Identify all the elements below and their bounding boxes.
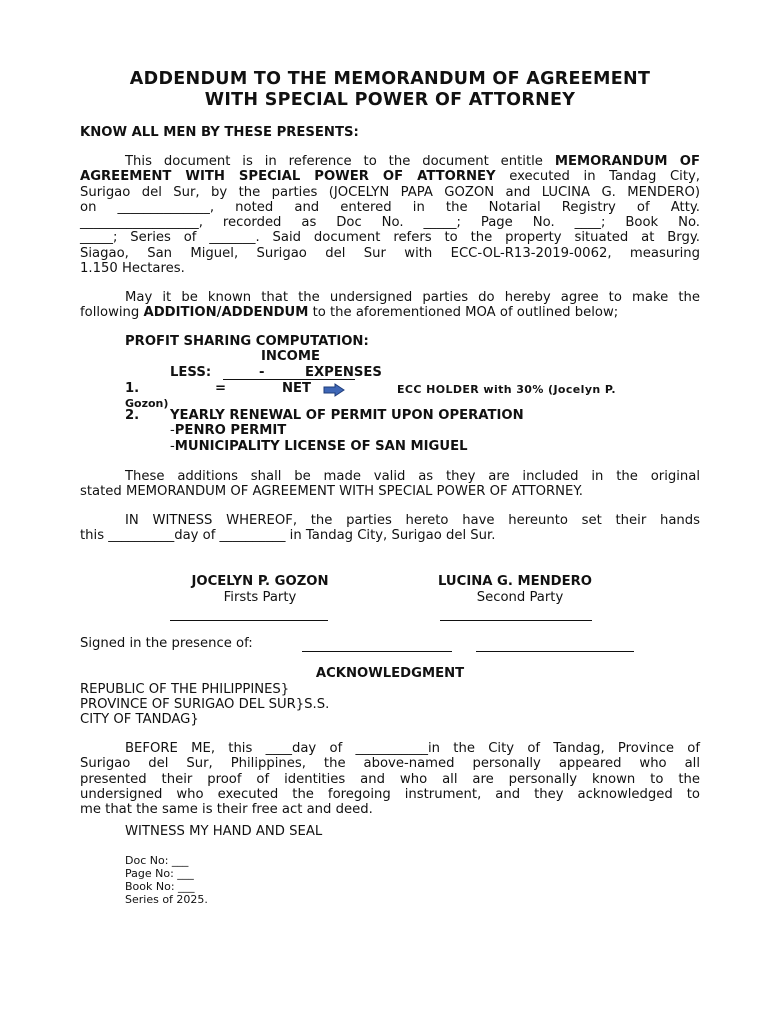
venue-line-2: PROVINCE OF SURIGAO DEL SUR}S.S. [80, 697, 330, 712]
first-party-role: Firsts Party [223, 590, 297, 605]
notary-book-no: Book No: ___ [125, 880, 195, 893]
venue-line-1: REPUBLIC OF THE PHILIPPINES} [80, 682, 290, 697]
validity-line-1: These additions shall be made valid as they are included in the original [125, 469, 700, 484]
second-party-name: LUCINA G. MENDERO [438, 574, 592, 589]
notarial-line-5: me that the same is their free act and deed. [80, 802, 373, 818]
addendum-line-1: May it be known that the undersigned parties do hereby agree to make the [125, 290, 700, 305]
reference-line-6: _____; Series of _______. Said document refers to the property situated at Brgy. [80, 230, 700, 246]
document-title-line2: WITH SPECIAL POWER OF ATTORNEY [204, 90, 576, 110]
second-party-signature-line [440, 620, 592, 621]
presence-label: Signed in the presence of: [80, 636, 253, 651]
notary-doc-no: Doc No: ___ [125, 854, 189, 867]
reference-line-5: __________________, recorded as Doc No. _____; Page No. ____; Book No. [80, 215, 700, 231]
first-party-name: JOCELYN P. GOZON [191, 574, 329, 589]
reference-line-1: This document is in reference to the document entitle MEMORANDUM OF [125, 154, 700, 169]
second-party-role: Second Party [476, 590, 564, 605]
notary-series: Series of 2025. [125, 893, 208, 906]
net-label: NET [282, 381, 312, 396]
validity-paragraph [80, 469, 700, 500]
item-2-text: YEARLY RENEWAL OF PERMIT UPON OPERATION [170, 408, 524, 423]
sub-bullet: - [170, 423, 175, 438]
notarial-paragraph [80, 741, 700, 817]
reference-paragraph [80, 154, 700, 276]
reference-line-8: 1.150 Hectares. [80, 261, 185, 277]
reference-line-2: AGREEMENT WITH SPECIAL POWER OF ATTORNEY executed in Tandag City, [80, 169, 700, 185]
witness-line-2: this __________day of __________ in Tandag City, Surigao del Sur. [80, 528, 496, 544]
intro-heading: KNOW ALL MEN BY THESE PRESENTS: [80, 125, 359, 140]
addendum-paragraph [80, 290, 700, 321]
right-arrow-icon [323, 383, 345, 397]
notarial-line-1: BEFORE ME, this ____day of ___________in the City of Tandag, Province of [125, 741, 700, 756]
witness-2-signature-line [476, 651, 634, 652]
computation-underline [223, 379, 355, 380]
equals-sign: = [215, 381, 227, 396]
sub-item-penro: -PENRO PERMIT [170, 423, 287, 438]
minus-sign: - [259, 365, 265, 380]
sub-item-municipality: -MUNICIPALITY LICENSE OF SAN MIGUEL [170, 439, 468, 454]
acknowledgment-heading: ACKNOWLEDGMENT [315, 666, 465, 681]
notarial-line-4: undersigned who executed the foregoing instrument, and they acknowledged to [80, 786, 700, 802]
sub-bullet: - [170, 439, 175, 454]
witness-hand-seal: WITNESS MY HAND AND SEAL [125, 824, 323, 839]
addendum-line-2: following ADDITION/ADDENDUM to the aforementioned MOA of outlined below; [80, 305, 619, 321]
notarial-line-3: presented their proof of identities and who all are personally known to the [80, 771, 700, 787]
ecc-holder-share: ECC HOLDER with 30% (Jocelyn P. [397, 383, 616, 396]
notarial-line-2: Surigao del Sur, Philippines, the above-named personally appeared who all [80, 756, 700, 772]
item-2-number: 2. [125, 408, 140, 423]
profit-sharing-heading: PROFIT SHARING COMPUTATION: [125, 334, 369, 349]
notary-page-no: Page No: ___ [125, 867, 194, 880]
item-1-number: 1. [125, 381, 140, 396]
validity-line-2: stated MEMORANDUM OF AGREEMENT WITH SPECIAL POWER OF ATTORNEY. [80, 484, 583, 500]
reference-line-7: Siagao, San Miguel, Surigao del Sur with ECC-OL-R13-2019-0062, measuring [80, 245, 700, 261]
venue-line-3: CITY OF TANDAG} [80, 712, 199, 727]
first-party-signature-line [170, 620, 328, 621]
ecc-holder-name: Gozon) [125, 397, 169, 410]
witness-1-signature-line [302, 651, 452, 652]
witness-paragraph [80, 513, 700, 544]
income-label: INCOME [261, 349, 320, 364]
reference-line-4: on ______________, noted and entered in the Notarial Registry of Atty. [80, 199, 700, 215]
expenses-label: EXPENSES [305, 365, 382, 380]
witness-line-1: IN WITNESS WHEREOF, the parties hereto have hereunto set their hands [125, 513, 700, 528]
document-title-line1: ADDENDUM TO THE MEMORANDUM OF AGREEMENT [129, 69, 651, 89]
reference-line-3: Surigao del Sur, by the parties (JOCELYN PAPA GOZON and LUCINA G. MENDERO) [80, 184, 700, 200]
less-label: LESS: [170, 365, 212, 380]
